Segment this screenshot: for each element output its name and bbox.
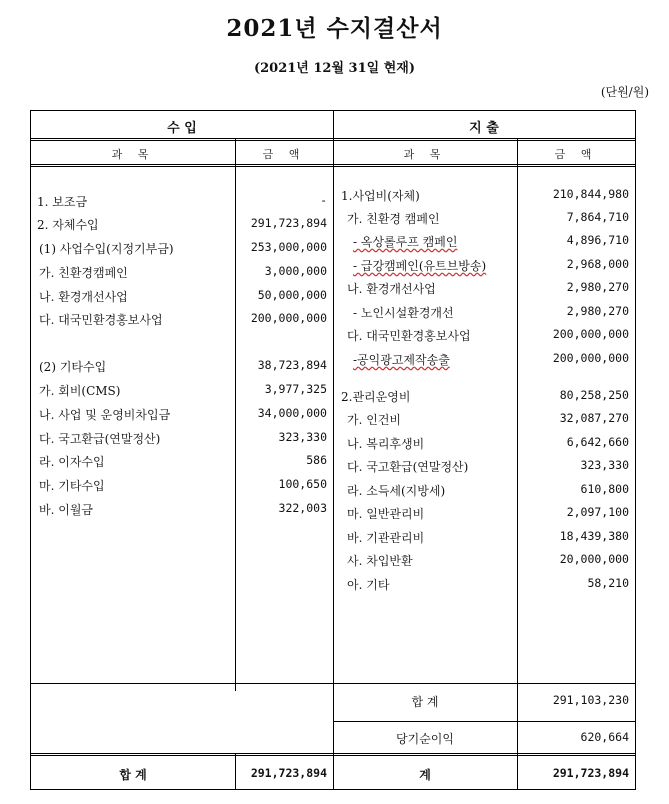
subtotal-line — [31, 683, 635, 684]
income-row-label: 2. 자체수입 — [37, 218, 99, 232]
income-row-label: 나. 사업 및 운영비차입금 — [39, 408, 171, 422]
expense-row-label: 아. 기타 — [347, 578, 390, 592]
net-income-amount: 620,664 — [580, 730, 629, 744]
expense-row-amount: 18,439,380 — [559, 529, 629, 543]
header-double-line — [31, 138, 635, 141]
expense-row-amount: 80,258,250 — [559, 388, 629, 402]
expense-row-amount: 58,210 — [587, 576, 629, 590]
expense-sum-amount: 291,103,230 — [552, 693, 629, 707]
expense-row-label: 나. 환경개선사업 — [347, 282, 436, 296]
expense-row-label: 마. 일반관리비 — [347, 507, 425, 521]
expense-row-amount: 20,000,000 — [559, 552, 629, 566]
income-row-label: 가. 회비(CMS) — [39, 384, 121, 398]
expense-row-amount: 4,896,710 — [566, 233, 629, 247]
expense-row-amount: 200,000,000 — [552, 327, 629, 341]
expense-col-amount: 금 액 — [554, 148, 598, 161]
expense-col-item: 과 목 — [403, 148, 447, 161]
expense-row-label: 다. 국고환급(연말정산) — [347, 460, 469, 474]
expense-row-label: 사. 차입반환 — [347, 554, 413, 568]
expense-row-label: 다. 대국민환경홍보사업 — [347, 329, 471, 343]
income-row-amount: 200,000,000 — [250, 311, 327, 325]
income-row-amount: 253,000,000 — [250, 240, 327, 254]
expense-row-amount: 210,844,980 — [552, 187, 629, 201]
expense-row-label: 2.관리운영비 — [341, 390, 411, 404]
expense-row-amount: 6,642,660 — [566, 435, 629, 449]
center-divider — [333, 111, 334, 789]
income-row-amount: 100,650 — [278, 477, 327, 491]
expense-row-label: - 옥상롤루프 캠페인 — [353, 235, 458, 249]
net-income-label: 당기순이익 — [396, 732, 454, 746]
income-total-amount: 291,723,894 — [250, 766, 327, 780]
expense-row-label: 가. 친환경 캠페인 — [347, 212, 440, 226]
income-row-label: (1) 사업수입(지정기부금) — [39, 242, 174, 256]
document-subtitle: (2021년 12월 31일 현재) — [253, 61, 416, 76]
expense-row-amount: 323,330 — [580, 458, 629, 472]
net-line — [333, 721, 635, 722]
expense-row-label: - 급강캠페인(유트브방송) — [353, 259, 487, 273]
expense-header: 지 출 — [469, 121, 499, 136]
expense-row-amount: 2,968,000 — [566, 257, 629, 271]
income-row-amount: 323,330 — [278, 430, 327, 444]
income-row-amount: 586 — [306, 453, 327, 467]
expense-row-label: 바. 기관관리비 — [347, 531, 425, 545]
income-col-item: 과 목 — [111, 148, 155, 161]
expense-row-label: 라. 소득세(지방세) — [347, 484, 446, 498]
expense-row-label: 나. 복리후생비 — [347, 437, 425, 451]
income-row-amount: 3,000,000 — [264, 264, 327, 278]
income-header: 수 입 — [167, 121, 197, 136]
income-row-label: 라. 이자수입 — [39, 455, 105, 469]
expense-row-label: 가. 인건비 — [347, 413, 401, 427]
expense-total-amount: 291,723,894 — [552, 766, 629, 780]
income-row-label: 다. 대국민환경홍보사업 — [39, 313, 163, 327]
income-row-amount: 291,723,894 — [250, 216, 327, 230]
income-row-label: (2) 기타수입 — [39, 360, 107, 374]
income-row-amount: 34,000,000 — [257, 406, 327, 420]
document-title: 2021년 수지결산서 — [226, 15, 443, 42]
income-row-amount: - — [320, 193, 327, 207]
settlement-table — [30, 110, 636, 790]
colheader-double-line — [31, 164, 635, 167]
income-row-label: 가. 친환경캠페인 — [39, 266, 128, 280]
income-row-label: 마. 기타수입 — [39, 479, 105, 493]
expense-row-amount: 200,000,000 — [552, 351, 629, 365]
expense-sum-label: 합 계 — [411, 695, 439, 709]
unit-label: (단원/원) — [600, 85, 649, 99]
expense-row-amount: 610,800 — [580, 482, 629, 496]
income-row-label: 바. 이월금 — [39, 503, 93, 517]
income-row-label: 나. 환경개선사업 — [39, 290, 128, 304]
expense-row-amount: 2,097,100 — [566, 505, 629, 519]
income-row-label: 다. 국고환급(연말정산) — [39, 432, 161, 446]
expense-row-amount: 7,864,710 — [566, 210, 629, 224]
income-row-label: 1. 보조금 — [37, 195, 88, 209]
income-col-amount: 금 액 — [262, 148, 306, 161]
expense-row-label: 1.사업비(자체) — [341, 189, 420, 203]
total-double-line — [31, 753, 635, 756]
income-row-amount: 38,723,894 — [257, 358, 327, 372]
income-row-amount: 3,977,325 — [264, 382, 327, 396]
expense-total-label: 계 — [419, 768, 431, 782]
expense-row-amount: 32,087,270 — [559, 411, 629, 425]
expense-row-label: - 노인시설환경개선 — [353, 306, 454, 320]
expense-row-amount: 2,980,270 — [566, 280, 629, 294]
income-total-label: 합 계 — [119, 768, 147, 782]
income-row-amount: 50,000,000 — [257, 288, 327, 302]
expense-row-label: -공익광고제작송출 — [353, 353, 450, 367]
income-row-amount: 322,003 — [278, 501, 327, 515]
expense-row-amount: 2,980,270 — [566, 304, 629, 318]
